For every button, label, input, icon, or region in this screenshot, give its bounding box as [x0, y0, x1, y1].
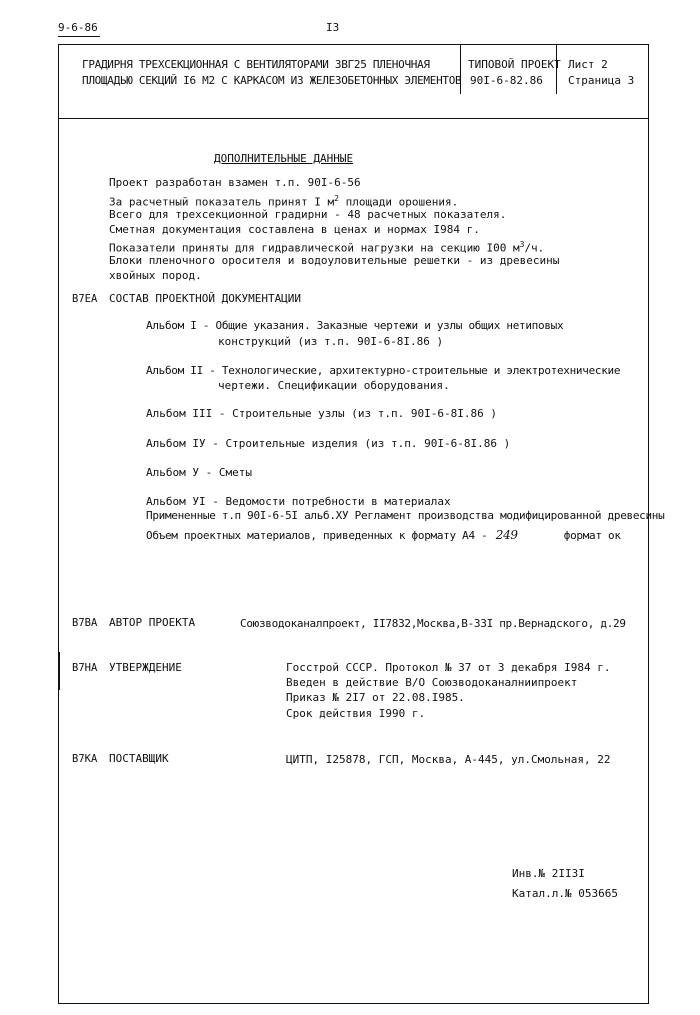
- album-2-line1: Альбом II - Технологические, архитектурно-строительные и электротехнические: [146, 364, 621, 377]
- applied-projects: Примененные т.п 90I-6-5I альб.ХУ Регламент производства модифицированной древесины: [146, 509, 665, 522]
- margin-mark: [58, 652, 60, 690]
- volume-value: 249: [495, 528, 518, 542]
- album-2-line2: чертежи. Спецификации оборудования.: [218, 379, 450, 392]
- section-code: B7BA: [72, 617, 98, 629]
- project-type: ТИПОВОЙ ПРОЕКТ: [468, 58, 561, 71]
- album-4: Альбом IУ - Строительные изделия (из т.п. 90I-6-8I.86 ): [146, 437, 511, 450]
- album-1-line1: Альбом I - Общие указания. Заказные чертежи и узлы общих нетиповых: [146, 319, 564, 332]
- document-title-line1: ГРАДИРНЯ ТРЕХСЕКЦИОННАЯ С ВЕНТИЛЯТОРАМИ 3ВГ25 ПЛЕНОЧНАЯ: [82, 58, 430, 71]
- text-line: Всего для трехсекционной градирни - 48 расчетных показателя.: [109, 208, 507, 221]
- project-number: 90I-6-82.86: [470, 74, 543, 87]
- page-label: Страница 3: [568, 74, 635, 87]
- catalog-number: Катал.л.№ 053665: [512, 887, 618, 900]
- text-fragment: /ч.: [524, 241, 545, 255]
- text-fragment: За расчетный показатель принят I м: [109, 195, 335, 209]
- supplier-text: ЦИТП, I25878, ГСП, Москва, А-445, ул.Смольная, 22: [286, 753, 611, 766]
- inventory-number: Инв.№ 2II3I: [512, 867, 585, 880]
- album-5: Альбом У - Сметы: [146, 466, 252, 479]
- album-6: Альбом УI - Ведомости потребности в материалах: [146, 495, 451, 508]
- approval-label: УТВЕРЖДЕНИЕ: [109, 661, 182, 674]
- volume-unit: формат ок: [563, 529, 621, 542]
- author-text: Союзводоканалпроект, II7832,Москва,B-33I пр.Вернадского, д.29: [240, 617, 626, 630]
- code-underline: [58, 36, 100, 37]
- section-code: B7KA: [72, 753, 98, 765]
- approval-line4: Срок действия I990 г.: [286, 707, 426, 720]
- approval-line1: Госстрой СССР. Протокол № 37 от 3 декабря I984 г.: [286, 661, 611, 674]
- title-block-divider: [58, 118, 649, 119]
- superscript: 2: [334, 194, 339, 203]
- page-number: I3: [326, 21, 340, 34]
- section-code: B7HA: [72, 662, 98, 674]
- volume-label: Объем проектных материалов, приведенных к формату А4 -: [146, 529, 488, 542]
- approval-line2: Введен в действие В/О Союзводоканалниипроект: [286, 676, 578, 689]
- additional-data-heading: ДОПОЛНИТЕЛЬНЫЕ ДАННЫЕ: [214, 152, 354, 165]
- text-fragment: площади орошения.: [339, 195, 459, 209]
- composition-heading: СОСТАВ ПРОЕКТНОЙ ДОКУМЕНТАЦИИ: [109, 292, 302, 305]
- superscript: 3: [519, 240, 525, 249]
- approval-line3: Приказ № 2I7 от 22.08.I985.: [286, 691, 465, 704]
- volume-line: [146, 527, 621, 544]
- author-label: АВТОР ПРОЕКТА: [109, 616, 196, 629]
- supplier-label: ПОСТАВЩИК: [109, 752, 169, 765]
- document-title-line2: ПЛОЩАДЬЮ СЕКЦИЙ I6 М2 С КАРКАСОМ ИЗ ЖЕЛЕЗОБЕТОННЫХ ЭЛЕМЕНТОВ: [82, 74, 462, 87]
- title-block-spacer: [58, 93, 649, 94]
- text-fragment: Показатели приняты для гидравлической нагрузки на секцию I00 м: [109, 241, 520, 255]
- text-line: Сметная документация составлена в ценах и нормах I984 г.: [109, 223, 480, 236]
- text-line: хвойных пород.: [109, 269, 202, 282]
- text-line: Проект разработан взамен т.п. 90I-6-56: [109, 176, 361, 189]
- document-code: 9-6-86: [58, 21, 98, 34]
- section-code: B7EA: [72, 293, 98, 305]
- album-1-line2: конструкций (из т.п. 90I-6-8I.86 ): [218, 335, 444, 348]
- text-line: Блоки пленочного оросителя и водоуловительные решетки - из древесины: [109, 254, 560, 267]
- album-3: Альбом III - Строительные узлы (из т.п. 90I-6-8I.86 ): [146, 407, 497, 420]
- sheet-number: Лист 2: [568, 58, 608, 71]
